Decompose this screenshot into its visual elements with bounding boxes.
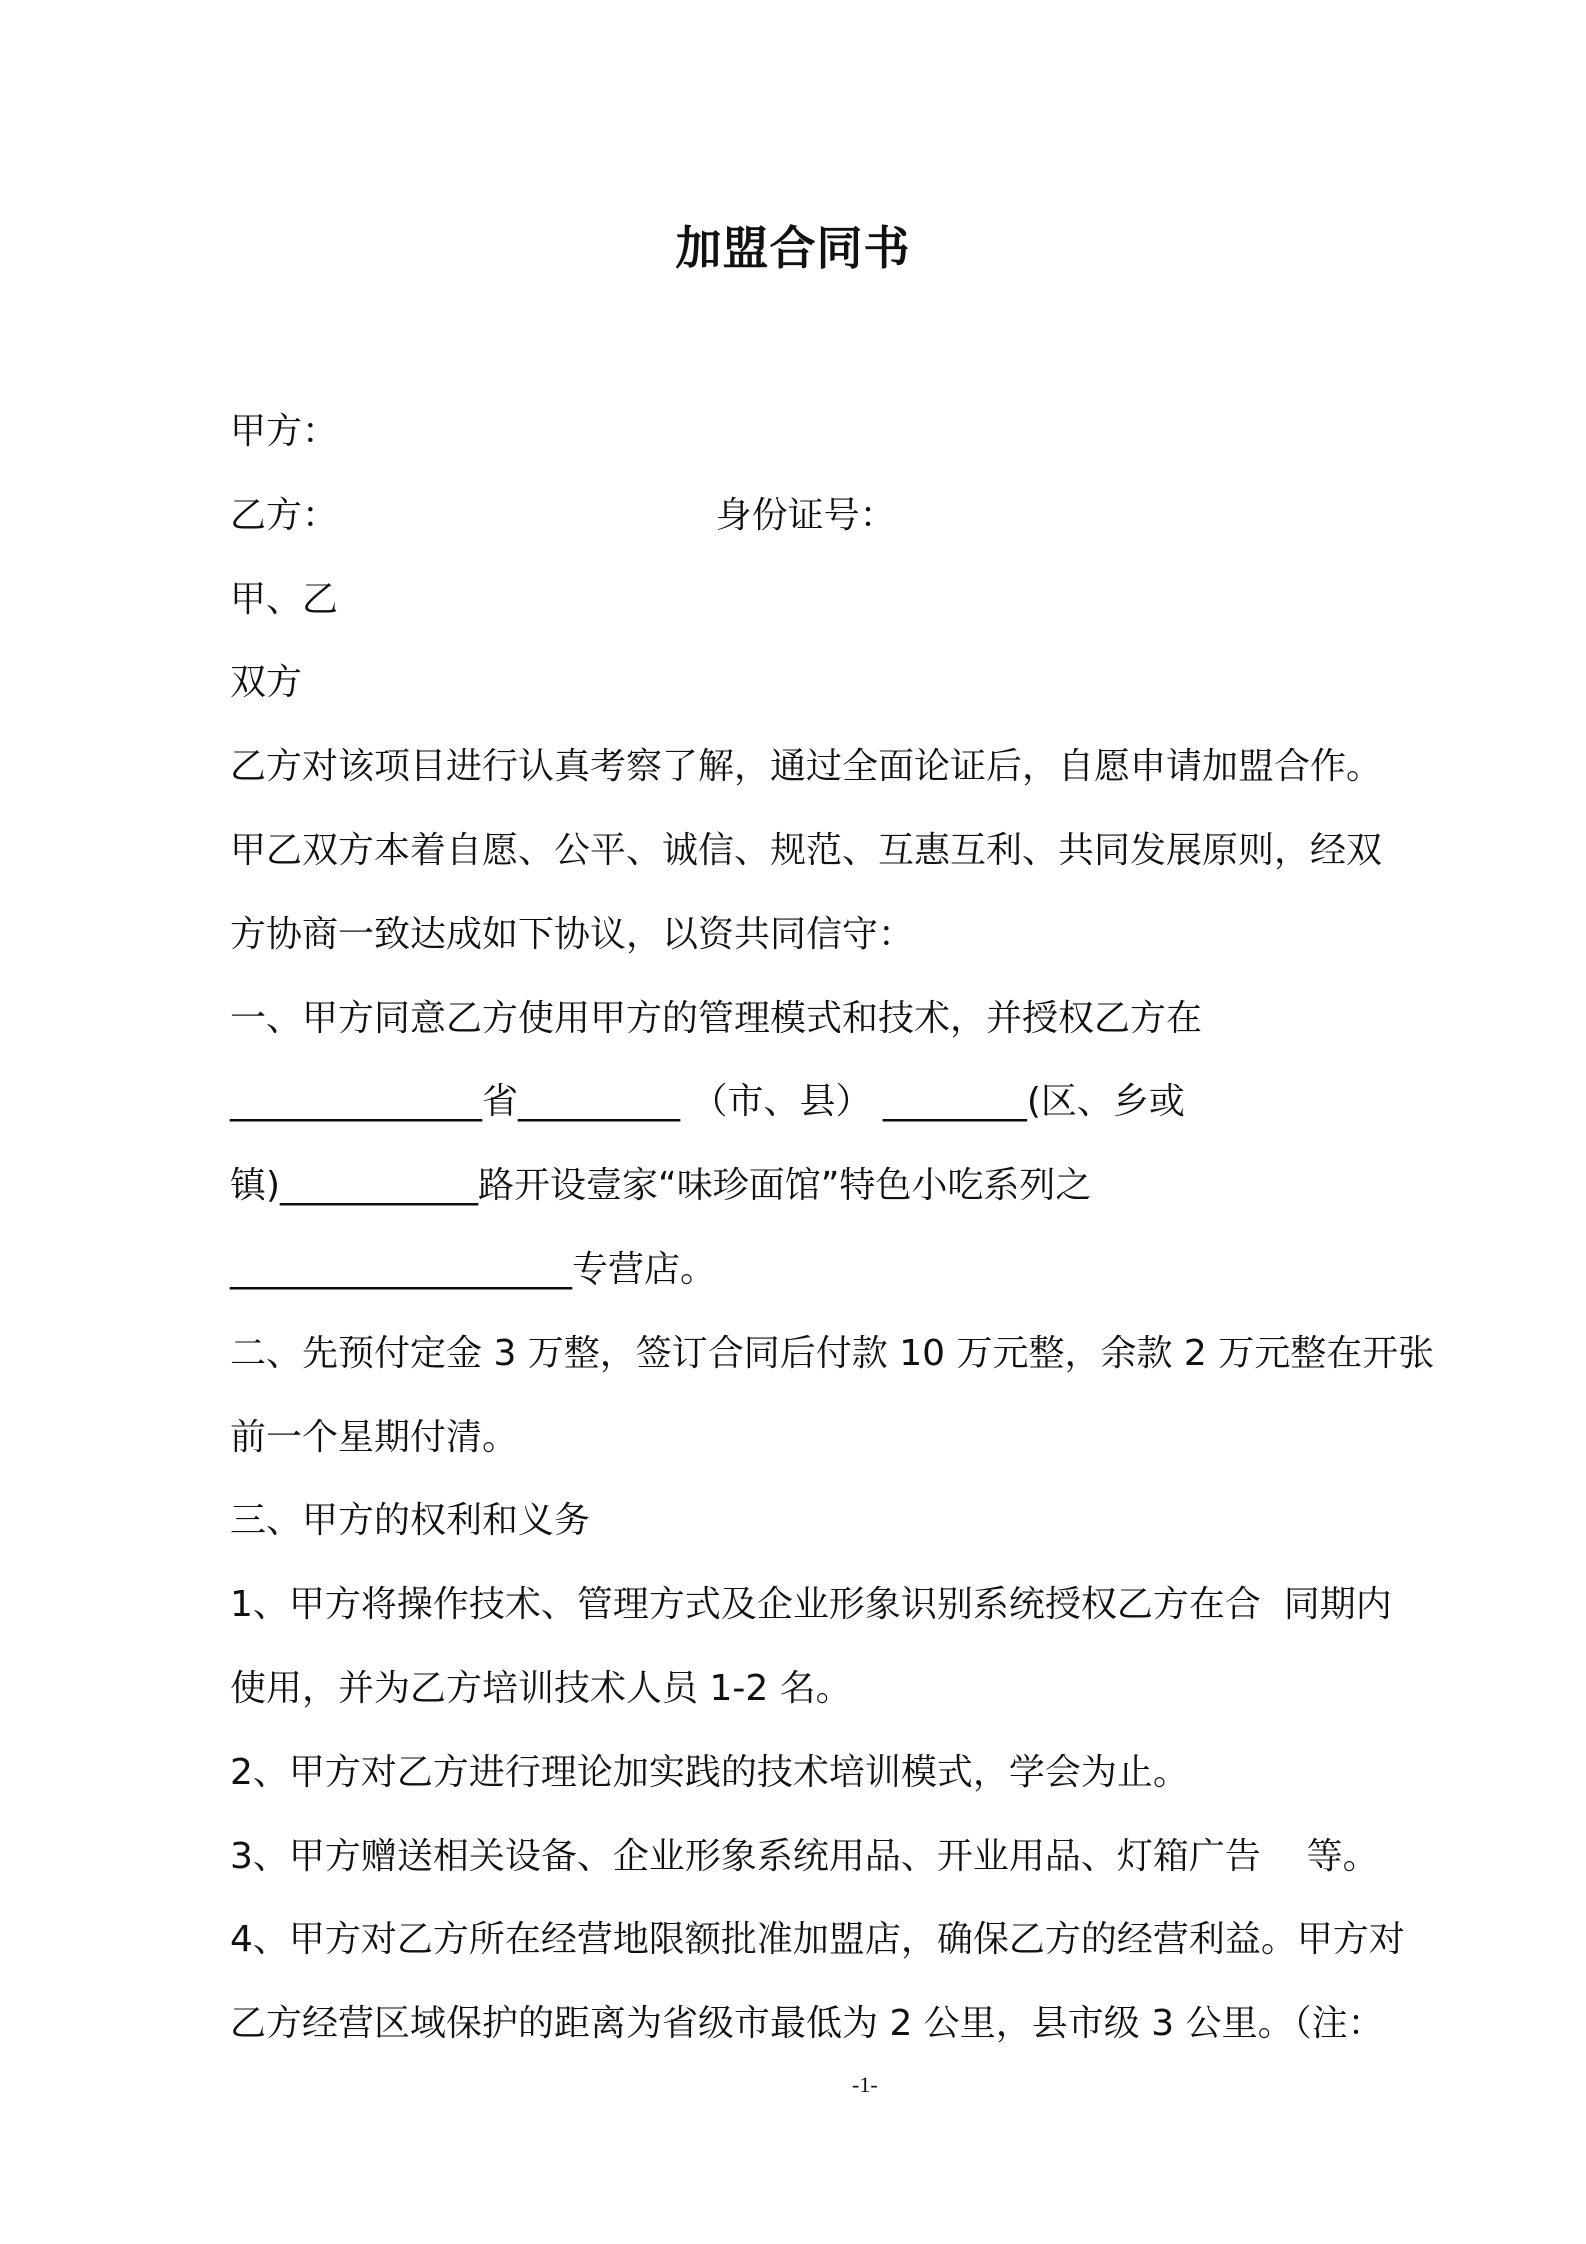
text-line: 4、甲方对乙方所在经营地限额批准加盟店，确保乙方的经营利益。甲方对 [230, 1919, 1405, 1961]
text-line: 前一个星期付清。 [230, 1416, 519, 1458]
text-line: 甲、乙 [230, 578, 339, 620]
document-title: 加盟合同书 [675, 221, 911, 275]
store-name-blank-line: ___________________专营店。 [230, 1248, 717, 1290]
clause-2-line: 二、先预付定金 3 万整，签订合同后付款 10 万元整，余款 2 万元整在开张 [230, 1332, 1435, 1374]
document-body [230, 390, 1460, 2066]
party-b-line: 乙方： 身份证号： [230, 494, 896, 536]
text-line: 3、甲方赠送相关设备、企业形象系统用品、开业用品、灯箱广告 等。 [230, 1835, 1379, 1877]
text-line: 2、甲方对乙方进行理论加实践的技术培训模式，学会为止。 [230, 1751, 1189, 1793]
text-line: 使用，并为乙方培训技术人员 1-2 名。 [230, 1667, 852, 1709]
text-line: 甲乙双方本着自愿、公平、诚信、规范、互惠互利、共同发展原则，经双 [230, 829, 1383, 871]
address-blank-line: 镇)___________路开设壹家“味珍面馆”特色小吃系列之 [230, 1165, 1092, 1207]
text-line: 乙方经营区域保护的距离为省级市最低为 2 公里，县市级 3 公里。（注： [230, 2003, 1384, 2045]
text-line: 乙方对该项目进行认真考察了解，通过全面论证后，自愿申请加盟合作。 [230, 746, 1383, 788]
text-line: 1、甲方将操作技术、管理方式及企业形象识别系统授权乙方在合 同期内 [230, 1584, 1392, 1626]
party-a-line: 甲方： [230, 411, 339, 452]
page-number: -1- [852, 2072, 878, 2097]
text-line: 方协商一致达成如下协议，以资共同信守： [230, 913, 915, 955]
address-blank-line: ______________省_________ （市、县） ________(区、乡或 [230, 1081, 1185, 1123]
text-line: 双方 [230, 662, 303, 704]
clause-3-heading: 三、甲方的权利和义务 [230, 1500, 591, 1542]
clause-1-heading: 一、甲方同意乙方使用甲方的管理模式和技术，并授权乙方在 [230, 997, 1203, 1039]
